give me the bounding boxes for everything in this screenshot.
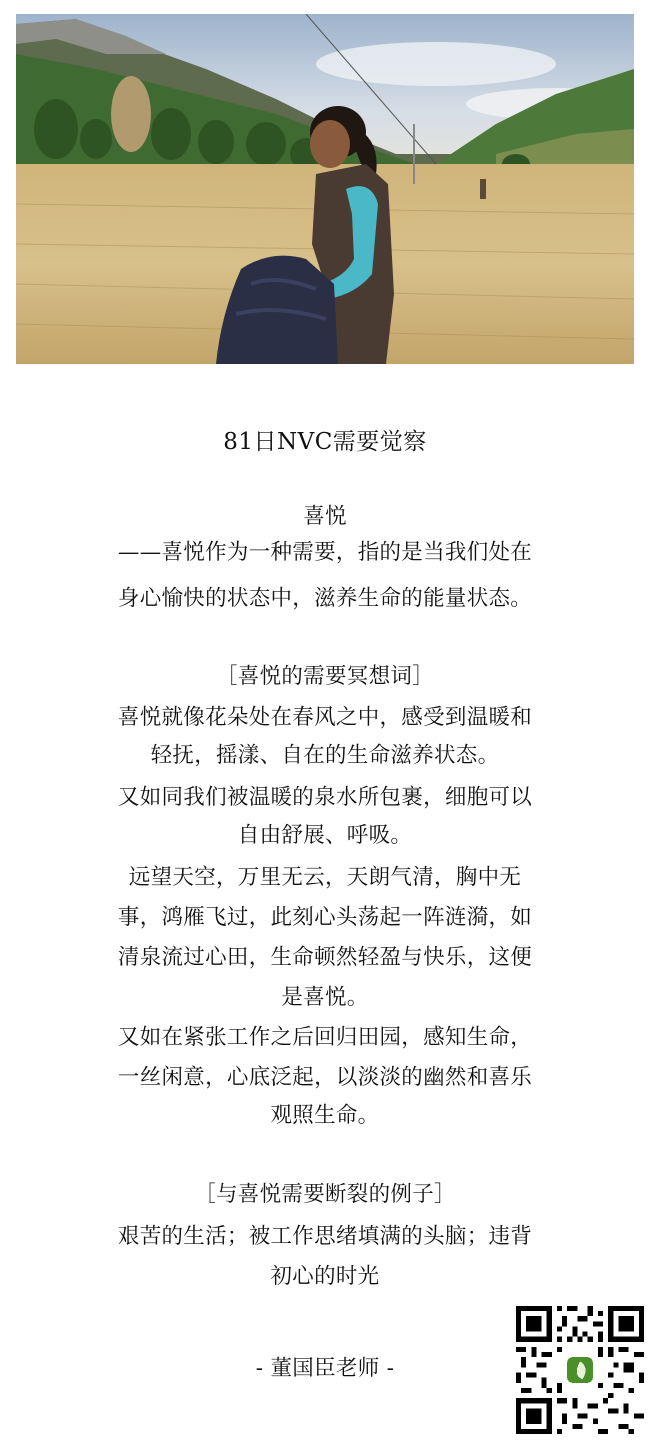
meditation-line: 自由舒展、呼吸。 xyxy=(237,823,413,848)
section-heading: 喜悦 xyxy=(303,504,347,529)
meditation-line: 观照生命。 xyxy=(270,1103,380,1128)
meditation-line: 喜悦就像花朵处在春风之中，感受到温暖和 xyxy=(117,705,533,730)
meditation-line: 一丝闲意，心底泛起，以淡淡的幽然和喜乐 xyxy=(117,1065,533,1090)
meditation-line: 轻抚，摇漾、自在的生命滋养状态。 xyxy=(150,743,500,768)
definition-line: ——喜悦作为一种需要，指的是当我们处在 xyxy=(117,540,533,565)
meditation-line: 清泉流过心田，生命顿然轻盈与快乐，这便 xyxy=(117,945,533,970)
meditation-line: 又如同我们被温暖的泉水所包裹，细胞可以 xyxy=(117,785,533,810)
example-line: 艰苦的生活；被工作思绪填满的头脑；违背 xyxy=(117,1224,533,1249)
article-title: 81日NVC需要觉察 xyxy=(223,429,427,455)
qr-code-icon[interactable] xyxy=(516,1306,644,1434)
meditation-line: 是喜悦。 xyxy=(281,985,369,1010)
author-signature: - 董国臣老师 - xyxy=(255,1356,395,1381)
header-photo xyxy=(16,14,634,364)
example-heading: ［与喜悦需要断裂的例子］ xyxy=(194,1182,456,1207)
meditation-heading: ［喜悦的需要冥想词］ xyxy=(215,664,434,689)
meditation-line: 远望天空，万里无云，天朗气清，胸中无 xyxy=(128,865,522,890)
definition-line: 身心愉快的状态中，滋养生命的能量状态。 xyxy=(117,586,533,611)
example-line: 初心的时光 xyxy=(270,1264,380,1289)
meditation-line: 又如在紧张工作之后回归田园，感知生命， xyxy=(117,1025,533,1050)
meditation-line: 事，鸿雁飞过，此刻心头荡起一阵涟漪，如 xyxy=(117,905,533,930)
